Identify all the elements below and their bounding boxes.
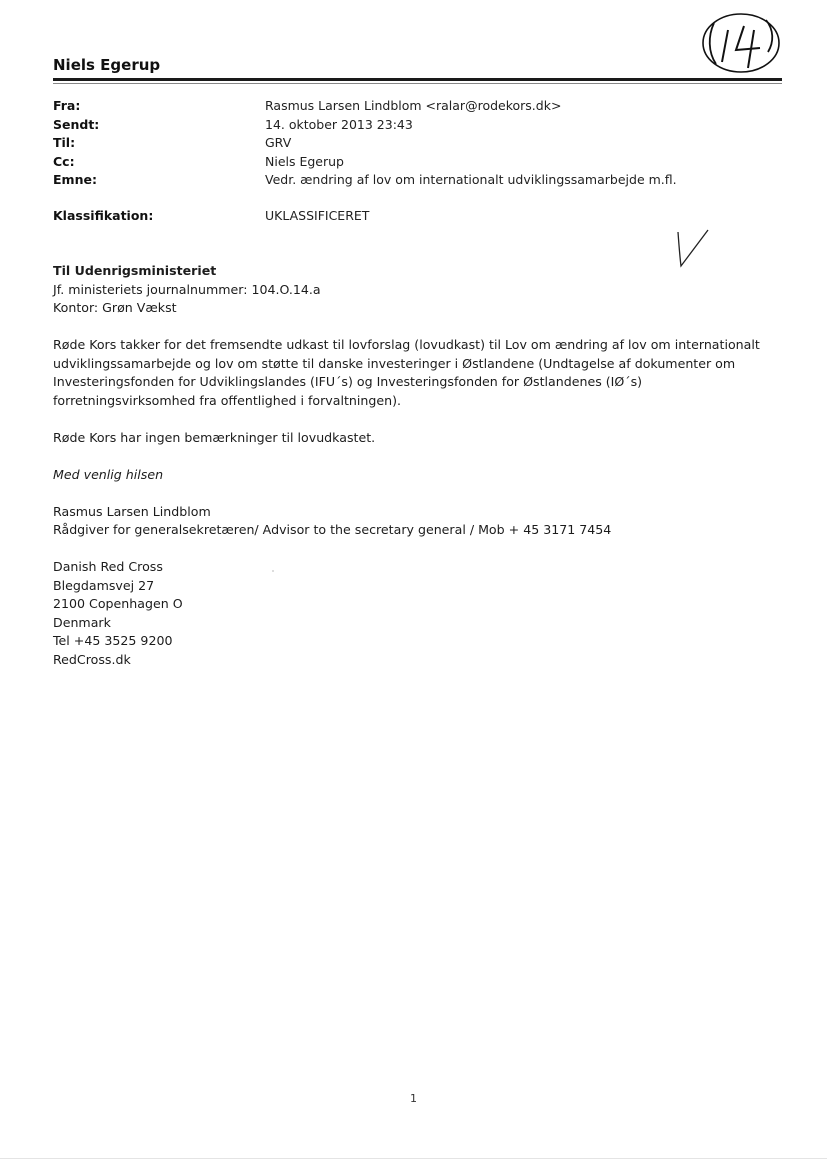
email-body	[53, 262, 788, 669]
signature-website: RedCross.dk	[53, 651, 131, 667]
header-label: Til:	[53, 135, 76, 150]
email-headers	[53, 97, 783, 225]
header-from	[53, 97, 783, 116]
body-paragraph: Røde Kors takker for det fremsendte udkast til lovforslag (lovudkast) til Lov om ændring af lov om internationalt udviklingssamarbejde og lov om støtte til danske investeringer i Østlandene (Undtagelse af dokumenter om Investeringsfonden for Udviklingslandes (IFU´s) og Investeringsfonden for Østlandenes (IØ´s) forretningsvirksomhed fra offentlighed i forvaltningen).	[53, 337, 760, 408]
header-label: Emne:	[53, 172, 97, 187]
body-paragraph-2: Røde Kors har ingen bemærkninger til lovudkastet.	[53, 429, 376, 445]
signature-phone: Tel +45 3525 9200	[53, 633, 173, 648]
header-classification	[53, 207, 783, 226]
signature-city: 2100 Copenhagen O	[53, 596, 183, 611]
header-label: Klassifikation:	[53, 207, 154, 223]
recipient-line: Til Udenrigsministeriet	[53, 263, 217, 278]
signature-organization: Danish Red Cross	[53, 559, 163, 574]
journal-line: Jf. ministeriets journalnummer: 104.O.14.a	[53, 281, 321, 297]
header-value: Vedr. ændring af lov om internationalt udviklingssamarbejde m.fl.	[265, 172, 677, 187]
header-subject	[53, 171, 783, 190]
scan-speck	[272, 570, 274, 572]
handwritten-document-number	[700, 8, 782, 74]
header-value: UKLASSIFICERET	[265, 207, 370, 223]
header-label: Sendt:	[53, 116, 100, 132]
header-label: Fra:	[53, 98, 81, 113]
page-number: 1	[410, 1092, 417, 1105]
header-value: Rasmus Larsen Lindblom <ralar@rodekors.dk>	[265, 98, 562, 113]
header-rule-thin	[53, 83, 782, 84]
signature-name: Rasmus Larsen Lindblom	[53, 503, 211, 519]
office-line: Kontor: Grøn Vækst	[53, 300, 177, 315]
header-to	[53, 134, 783, 153]
header-rule	[53, 78, 782, 81]
header-label: Cc:	[53, 153, 75, 169]
header-sent	[53, 116, 783, 135]
signature-country: Denmark	[53, 614, 111, 630]
header-value: GRV	[265, 135, 292, 150]
header-cc	[53, 153, 783, 172]
signature-title: Rådgiver for generalsekretæren/ Advisor to the secretary general / Mob + 45 3171 7454	[53, 522, 612, 537]
header-value: 14. oktober 2013 23:43	[265, 116, 413, 132]
closing-line: Med venlig hilsen	[53, 466, 164, 482]
owner-name: Niels Egerup	[53, 56, 161, 74]
signature-street: Blegdamsvej 27	[53, 577, 155, 593]
header-value: Niels Egerup	[265, 153, 344, 169]
scan-bottom-edge	[0, 1158, 827, 1159]
